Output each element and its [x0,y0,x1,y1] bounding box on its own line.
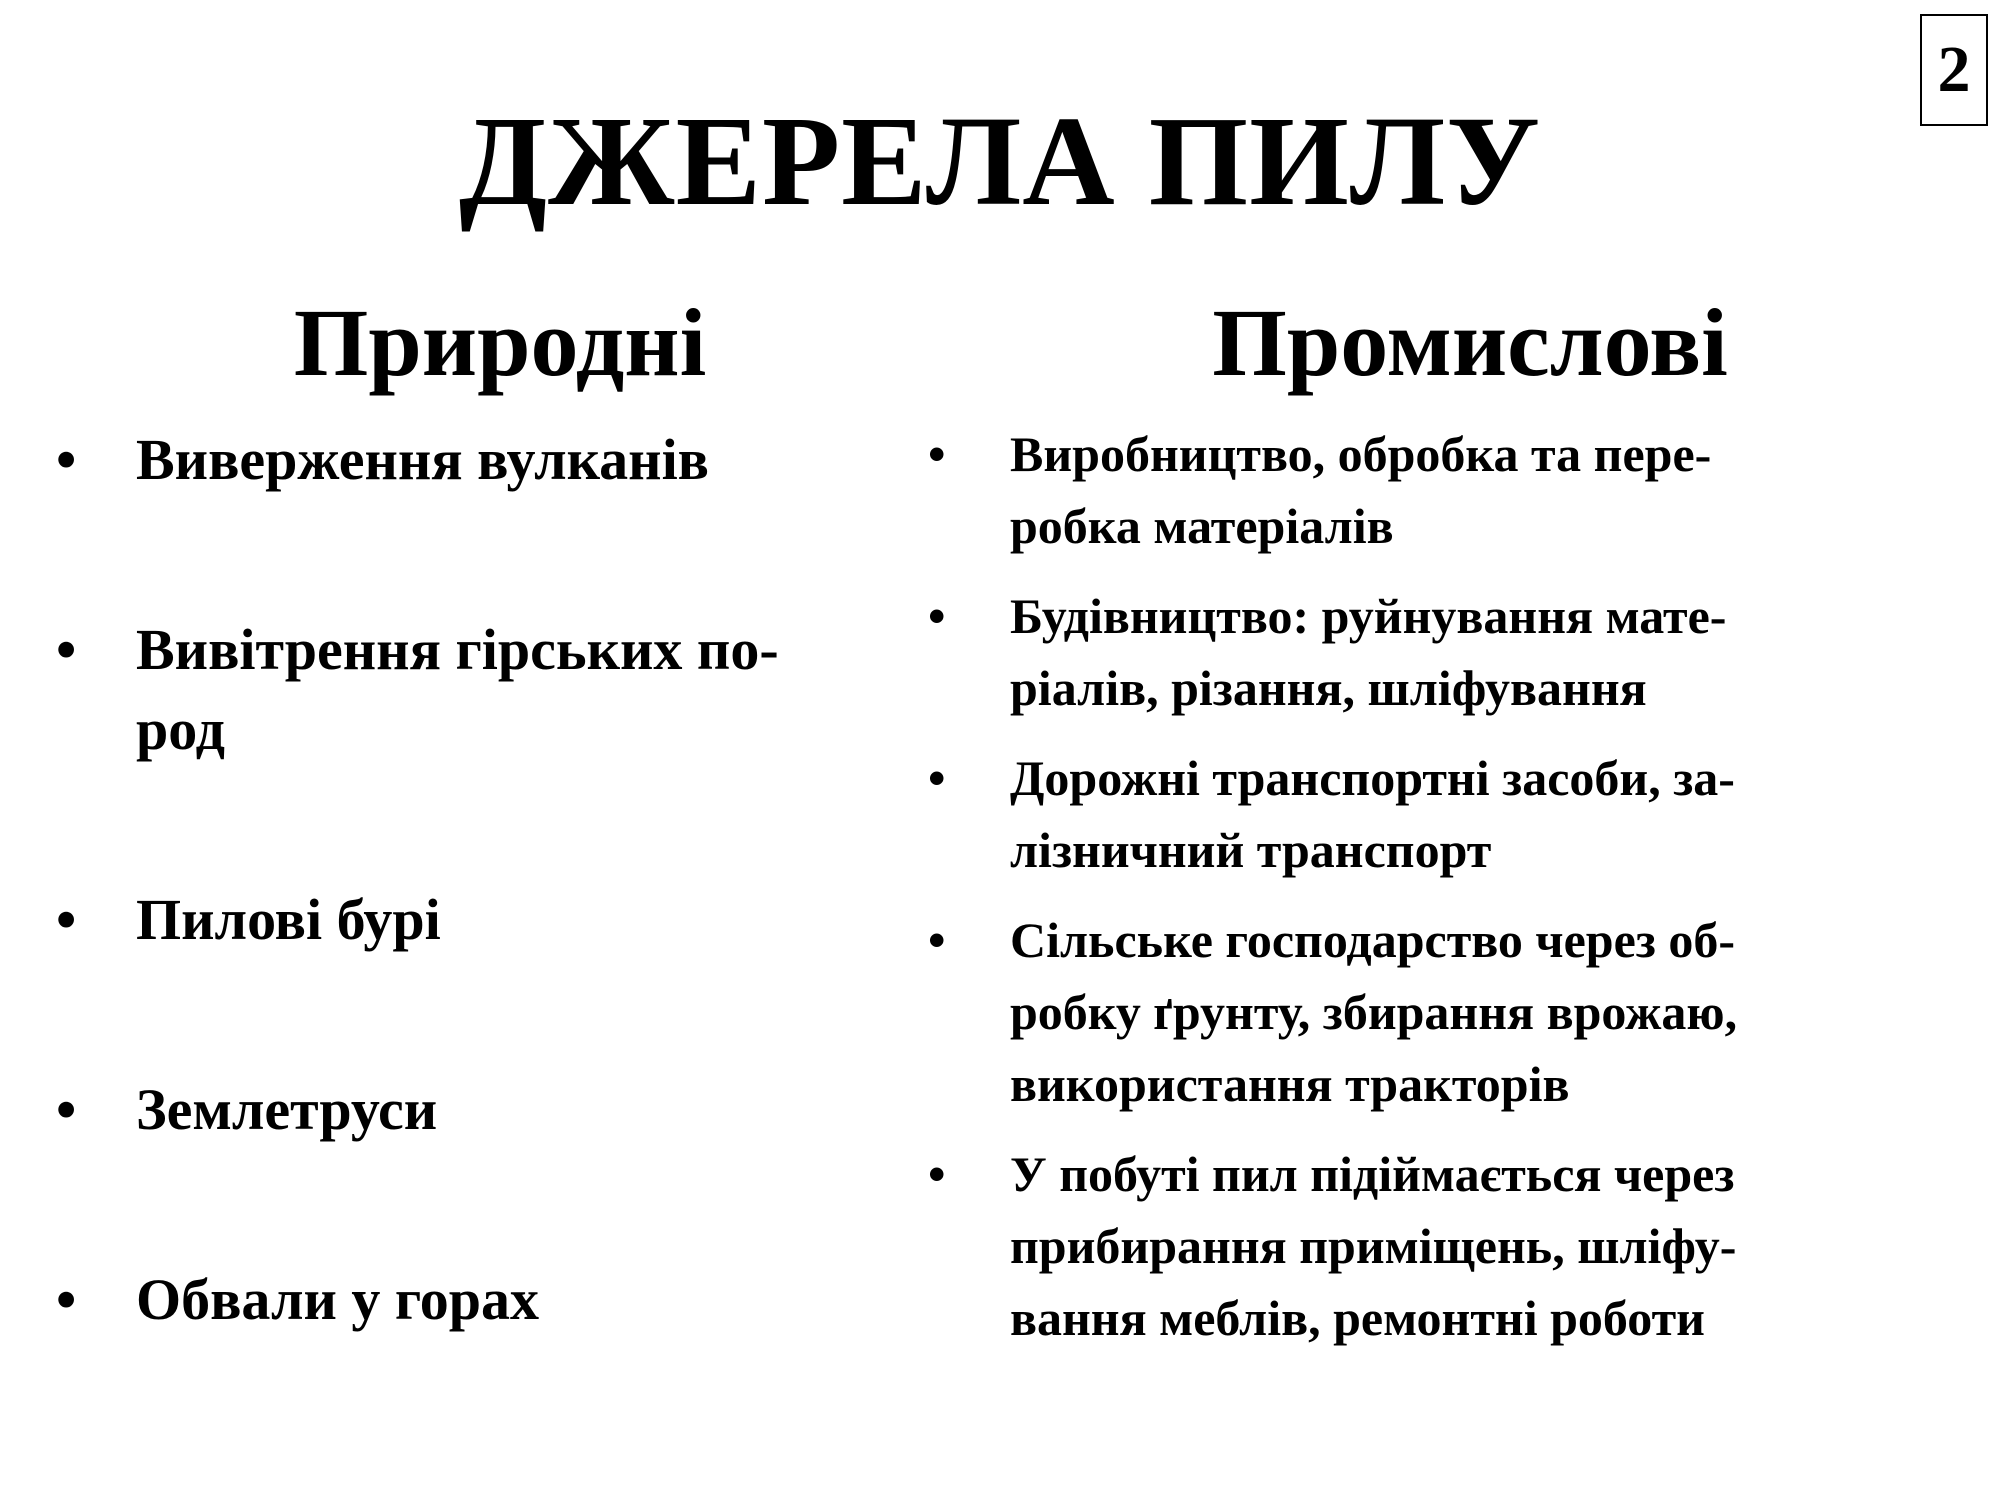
list-item [928,904,1938,1120]
list-item-text: Вивітрення гірських по- род [136,617,779,762]
industrial-sources-heading: Промислові [1212,289,1728,396]
bullet-icon: • [928,588,946,644]
list-item [928,580,1938,724]
list-item [56,1260,906,1340]
bullet-icon: • [928,426,946,482]
bullet-icon: • [56,887,77,952]
list-item-text: Землетруси [136,1077,438,1142]
natural-sources-heading: Природні [293,289,707,396]
list-item-text: Пилові бурі [136,887,441,952]
bullet-icon: • [928,1146,946,1202]
page-title: ДЖЕРЕЛА ПИЛУ [458,90,1542,232]
list-item-text: Дорожні транспортні засоби, за- лізничний транспорт [1010,750,1735,878]
list-item [56,1070,906,1150]
list-item [928,742,1938,886]
bullet-icon: • [928,750,946,806]
list-item [56,610,906,770]
list-item [56,880,906,960]
list-item [928,418,1938,562]
list-item [928,1138,1938,1354]
bullet-icon: • [56,427,77,492]
bullet-icon: • [56,1267,77,1332]
natural-sources-list [56,420,906,1450]
page-number: 2 [1920,14,1988,126]
list-item-text: У побуті пил підіймається через прибирання приміщень, шліфу- вання меблів, ремонтні роботи [1010,1146,1737,1346]
list-item-text: Сільське господарство через об- робку ґрунту, збирання врожаю, використання тракторів [1010,912,1738,1112]
industrial-sources-list [928,418,1938,1372]
list-item-text: Виробництво, обробка та пере- робка матеріалів [1010,426,1712,554]
bullet-icon: • [928,912,946,968]
bullet-icon: • [56,617,77,682]
list-item [56,420,906,500]
list-item-text: Будівництво: руйнування мате- ріалів, різання, шліфування [1010,588,1727,716]
bullet-icon: • [56,1077,77,1142]
list-item-text: Обвали у горах [136,1267,540,1332]
list-item-text: Виверження вулканів [136,427,710,492]
